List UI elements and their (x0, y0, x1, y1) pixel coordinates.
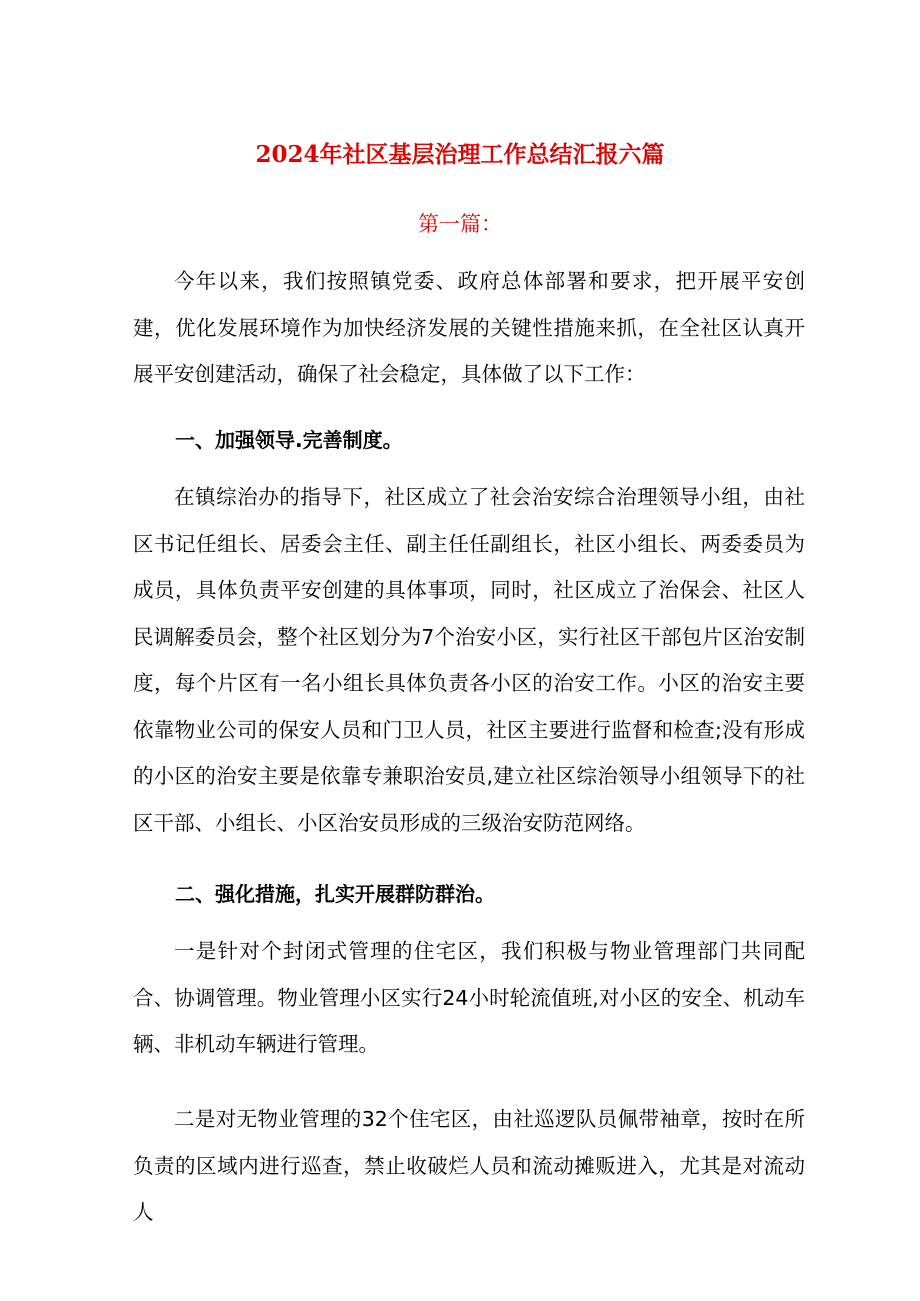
section-subtitle: 第一篇： (418, 212, 502, 236)
section-heading-1: 一、加强领导.完善制度。 (175, 428, 403, 452)
section-1-paragraph: 在镇综治办的指导下，社区成立了社会治安综合治理领导小组，由社区书记任组长、居委会主任、副主任任副组长，社区小组长、两委委员为成员，具体负责平安创建的具体事项，同时，社区成立了治保会、社区人民调解委员会，整个社区划分为7个治安小区，实行社区干部包片区治安制度，每个片区有一名小组长具体负责各小区的治安工作。小区的治安主要依靠物业公司的保安人员和门卫人员，社区主要进行监督和检查;没有形成的小区的治安主要是依靠专兼职治安员,建立社区综治领导小组领导下的社区干部、小组长、小区治安员形成的三级治安防范网络。 (133, 485, 805, 835)
document-title: 2024年社区基层治理工作总结汇报六篇 (255, 141, 665, 168)
intro-paragraph: 今年以来，我们按照镇党委、政府总体部署和要求，把开展平安创建，优化发展环境作为加快经济发展的关键性措施来抓，在全社区认真开展平安创建活动，确保了社会稳定，具体做了以下工作： (133, 269, 805, 386)
section-2-paragraph-1: 一是针对个封闭式管理的住宅区，我们积极与物业管理部门共同配合、协调管理。物业管理小区实行24小时轮流值班,对小区的安全、机动车辆、非机动车辆进行管理。 (133, 939, 805, 1056)
section-heading-2: 二、强化措施，扎实开展群防群治。 (175, 882, 495, 906)
section-2-paragraph-2: 二是对无物业管理的32个住宅区，由社巡逻队员佩带袖章，按时在所负责的区域内进行巡查，禁止收破烂人员和流动摊贩进入，尤其是对流动人 (133, 1107, 805, 1224)
